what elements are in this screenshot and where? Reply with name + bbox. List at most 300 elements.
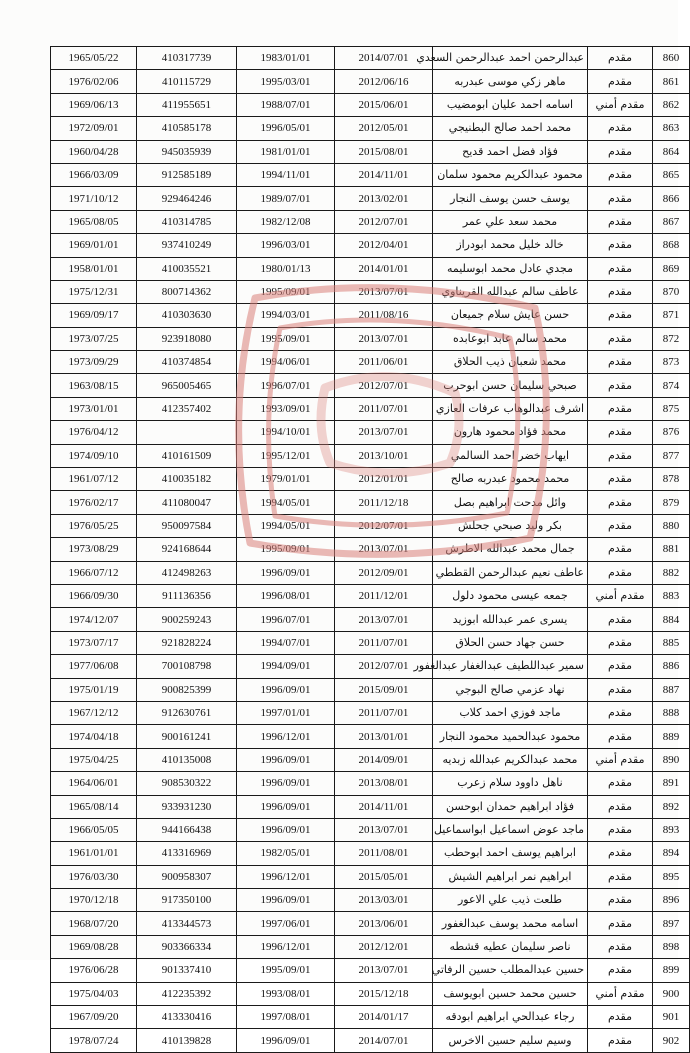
birth-date-cell: 1969/01/01 (51, 234, 137, 257)
rank-cell: مقدم (588, 491, 653, 514)
promotion-date-cell: 2011/08/01 (335, 842, 433, 865)
table-row (51, 351, 690, 374)
table-row (51, 795, 690, 818)
rank-cell: مقدم (588, 561, 653, 584)
row-number: 899 (653, 959, 690, 982)
enlistment-date-cell: 1995/03/01 (237, 70, 335, 93)
promotion-date-cell: 2012/04/01 (335, 234, 433, 257)
birth-date-cell: 1969/06/13 (51, 93, 137, 116)
id-number-cell: 908530322 (137, 772, 237, 795)
name-cell: حسن عايش سلام جميعان (433, 304, 588, 327)
row-number: 875 (653, 397, 690, 420)
promotion-date-cell: 2012/01/01 (335, 468, 433, 491)
name-cell: محمود عبدالحميد محمود النجار (433, 725, 588, 748)
promotion-date-cell: 2013/07/01 (335, 608, 433, 631)
table-row (51, 374, 690, 397)
id-number-cell: 412498263 (137, 561, 237, 584)
birth-date-cell: 1961/01/01 (51, 842, 137, 865)
promotion-date-cell: 2015/05/01 (335, 865, 433, 888)
enlistment-date-cell: 1996/08/01 (237, 584, 335, 607)
row-number: 866 (653, 187, 690, 210)
promotion-date-cell: 2015/09/01 (335, 678, 433, 701)
id-number-cell: 412235392 (137, 982, 237, 1005)
promotion-date-cell: 2013/07/01 (335, 280, 433, 303)
enlistment-date-cell: 1996/05/01 (237, 117, 335, 140)
table-row (51, 444, 690, 467)
birth-date-cell: 1958/01/01 (51, 257, 137, 280)
promotion-date-cell: 2013/08/01 (335, 772, 433, 795)
table-row (51, 959, 690, 982)
id-number-cell: 912630761 (137, 701, 237, 724)
row-number: 861 (653, 70, 690, 93)
id-number-cell: 413316969 (137, 842, 237, 865)
rank-cell: مقدم (588, 70, 653, 93)
rank-cell: مقدم (588, 47, 653, 70)
promotion-date-cell: 2013/07/01 (335, 538, 433, 561)
id-number-cell: 900161241 (137, 725, 237, 748)
table-row (51, 47, 690, 70)
table-row (51, 70, 690, 93)
enlistment-date-cell: 1994/09/01 (237, 655, 335, 678)
birth-date-cell: 1966/05/05 (51, 818, 137, 841)
promotion-date-cell: 2014/09/01 (335, 748, 433, 771)
rank-cell: مقدم (588, 631, 653, 654)
table-row (51, 1006, 690, 1029)
promotion-date-cell: 2013/07/01 (335, 327, 433, 350)
promotion-date-cell: 2011/06/01 (335, 351, 433, 374)
name-cell: محمد سعد علي عمر (433, 210, 588, 233)
promotion-date-cell: 2014/01/01 (335, 257, 433, 280)
enlistment-date-cell: 1995/12/01 (237, 444, 335, 467)
enlistment-date-cell: 1996/09/01 (237, 748, 335, 771)
name-cell: رجاء عبدالحي ابراهيم ابودقه (433, 1006, 588, 1029)
promotion-date-cell: 2011/08/16 (335, 304, 433, 327)
rank-cell: مقدم (588, 912, 653, 935)
promotion-date-cell: 2013/03/01 (335, 889, 433, 912)
name-cell: عاطف نعيم عبدالرحمن القططي (433, 561, 588, 584)
rank-cell: مقدم (588, 304, 653, 327)
table-row (51, 935, 690, 958)
table-row (51, 889, 690, 912)
rank-cell: مقدم (588, 865, 653, 888)
birth-date-cell: 1972/09/01 (51, 117, 137, 140)
promotion-date-cell: 2012/07/01 (335, 655, 433, 678)
enlistment-date-cell: 1993/09/01 (237, 397, 335, 420)
birth-date-cell: 1978/07/24 (51, 1029, 137, 1052)
id-number-cell: 923918080 (137, 327, 237, 350)
id-number-cell: 413330416 (137, 1006, 237, 1029)
birth-date-cell: 1976/02/06 (51, 70, 137, 93)
rank-cell: مقدم (588, 210, 653, 233)
enlistment-date-cell: 1994/07/01 (237, 631, 335, 654)
name-cell: يسرى عمر عبدالله ابوزيد (433, 608, 588, 631)
row-number: 902 (653, 1029, 690, 1052)
name-cell: مجدي عادل محمد ابوسليمه (433, 257, 588, 280)
table-row (51, 163, 690, 186)
enlistment-date-cell: 1996/12/01 (237, 935, 335, 958)
id-number-cell: 924168644 (137, 538, 237, 561)
enlistment-date-cell: 1993/08/01 (237, 982, 335, 1005)
rank-cell: مقدم (588, 187, 653, 210)
promotion-date-cell: 2012/06/16 (335, 70, 433, 93)
rank-cell: مقدم (588, 701, 653, 724)
row-number: 862 (653, 93, 690, 116)
promotion-date-cell: 2013/07/01 (335, 818, 433, 841)
row-number: 881 (653, 538, 690, 561)
birth-date-cell: 1970/12/18 (51, 889, 137, 912)
rank-cell: مقدم (588, 1029, 653, 1052)
enlistment-date-cell: 1996/09/01 (237, 795, 335, 818)
enlistment-date-cell: 1995/09/01 (237, 327, 335, 350)
name-cell: خالد خليل محمد ابودراز (433, 234, 588, 257)
enlistment-date-cell: 1997/08/01 (237, 1006, 335, 1029)
rank-cell: مقدم أمني (588, 982, 653, 1005)
birth-date-cell: 1973/07/17 (51, 631, 137, 654)
table-row (51, 1029, 690, 1052)
name-cell: ناهل داوود سلام زعرب (433, 772, 588, 795)
id-number-cell: 410317739 (137, 47, 237, 70)
name-cell: فؤاد ابراهيم حمدان ابوحسن (433, 795, 588, 818)
id-number-cell: 410161509 (137, 444, 237, 467)
row-number: 889 (653, 725, 690, 748)
enlistment-date-cell: 1997/01/01 (237, 701, 335, 724)
rank-cell: مقدم (588, 397, 653, 420)
name-cell: اسامه احمد عليان ابومضيب (433, 93, 588, 116)
id-number-cell: 412357402 (137, 397, 237, 420)
name-cell: محمد شعبان ذيب الحلاق (433, 351, 588, 374)
name-cell: سمير عبداللطيف عبدالغفار عبدالغفور (433, 655, 588, 678)
row-number: 894 (653, 842, 690, 865)
name-cell: وائل مدحت ابراهيم بصل (433, 491, 588, 514)
birth-date-cell: 1974/04/18 (51, 725, 137, 748)
id-number-cell: 900259243 (137, 608, 237, 631)
id-number-cell: 921828224 (137, 631, 237, 654)
row-number: 886 (653, 655, 690, 678)
row-number: 895 (653, 865, 690, 888)
id-number-cell: 965005465 (137, 374, 237, 397)
id-number-cell: 900825399 (137, 678, 237, 701)
promotion-date-cell: 2014/01/17 (335, 1006, 433, 1029)
row-number: 873 (653, 351, 690, 374)
rank-cell: مقدم أمني (588, 93, 653, 116)
table-row (51, 234, 690, 257)
id-number-cell: 933931230 (137, 795, 237, 818)
rank-cell: مقدم (588, 725, 653, 748)
name-cell: جمال محمد عبدالله الاطرش (433, 538, 588, 561)
id-number-cell: 901337410 (137, 959, 237, 982)
enlistment-date-cell: 1981/01/01 (237, 140, 335, 163)
id-number-cell: 912585189 (137, 163, 237, 186)
table-row (51, 701, 690, 724)
name-cell: محمد محمود عبدربه صالح (433, 468, 588, 491)
promotion-date-cell: 2013/10/01 (335, 444, 433, 467)
birth-date-cell: 1976/03/30 (51, 865, 137, 888)
row-number: 880 (653, 514, 690, 537)
row-number: 890 (653, 748, 690, 771)
promotion-date-cell: 2013/02/01 (335, 187, 433, 210)
birth-date-cell: 1966/07/12 (51, 561, 137, 584)
promotion-date-cell: 2012/12/01 (335, 935, 433, 958)
officers-roster-table (50, 46, 690, 1053)
table-row (51, 865, 690, 888)
rank-cell: مقدم أمني (588, 748, 653, 771)
row-number: 872 (653, 327, 690, 350)
id-number-cell: 410139828 (137, 1029, 237, 1052)
id-number-cell (137, 421, 237, 444)
birth-date-cell: 1974/12/07 (51, 608, 137, 631)
rank-cell: مقدم أمني (588, 584, 653, 607)
table-row (51, 725, 690, 748)
table-row (51, 210, 690, 233)
enlistment-date-cell: 1996/09/01 (237, 561, 335, 584)
promotion-date-cell: 2012/07/01 (335, 210, 433, 233)
birth-date-cell: 1976/05/25 (51, 514, 137, 537)
id-number-cell: 900958307 (137, 865, 237, 888)
enlistment-date-cell: 1994/05/01 (237, 514, 335, 537)
promotion-date-cell: 2012/09/01 (335, 561, 433, 584)
birth-date-cell: 1974/09/10 (51, 444, 137, 467)
table-row (51, 397, 690, 420)
name-cell: ايهاب خضر احمد السالمي (433, 444, 588, 467)
promotion-date-cell: 2015/08/01 (335, 140, 433, 163)
birth-date-cell: 1961/07/12 (51, 468, 137, 491)
rank-cell: مقدم (588, 842, 653, 865)
birth-date-cell: 1967/12/12 (51, 701, 137, 724)
rank-cell: مقدم (588, 280, 653, 303)
table-row (51, 140, 690, 163)
enlistment-date-cell: 1994/05/01 (237, 491, 335, 514)
rank-cell: مقدم (588, 140, 653, 163)
table-row (51, 842, 690, 865)
rank-cell: مقدم (588, 678, 653, 701)
table-row (51, 655, 690, 678)
promotion-date-cell: 2011/07/01 (335, 631, 433, 654)
name-cell: محمد عبدالكريم عبدالله زبديه (433, 748, 588, 771)
birth-date-cell: 1966/03/09 (51, 163, 137, 186)
enlistment-date-cell: 1982/05/01 (237, 842, 335, 865)
promotion-date-cell: 2011/12/01 (335, 584, 433, 607)
table-row (51, 748, 690, 771)
birth-date-cell: 1960/04/28 (51, 140, 137, 163)
enlistment-date-cell: 1996/09/01 (237, 818, 335, 841)
birth-date-cell: 1973/08/29 (51, 538, 137, 561)
birth-date-cell: 1975/01/19 (51, 678, 137, 701)
name-cell: محمد سالم عابد ابوعابده (433, 327, 588, 350)
id-number-cell: 410314785 (137, 210, 237, 233)
table-row (51, 584, 690, 607)
rank-cell: مقدم (588, 959, 653, 982)
table-row (51, 468, 690, 491)
name-cell: ناصر سليمان عطيه قشطه (433, 935, 588, 958)
id-number-cell: 410115729 (137, 70, 237, 93)
table-row (51, 818, 690, 841)
row-number: 898 (653, 935, 690, 958)
row-number: 897 (653, 912, 690, 935)
name-cell: ابراهيم نمر ابراهيم الشيش (433, 865, 588, 888)
rank-cell: مقدم (588, 1006, 653, 1029)
promotion-date-cell: 2014/11/01 (335, 163, 433, 186)
promotion-date-cell: 2013/06/01 (335, 912, 433, 935)
id-number-cell: 950097584 (137, 514, 237, 537)
row-number: 900 (653, 982, 690, 1005)
rank-cell: مقدم (588, 234, 653, 257)
enlistment-date-cell: 1996/12/01 (237, 725, 335, 748)
row-number: 896 (653, 889, 690, 912)
name-cell: طلعت ذيب علي الاعور (433, 889, 588, 912)
id-number-cell: 700108798 (137, 655, 237, 678)
table-row (51, 421, 690, 444)
birth-date-cell: 1968/07/20 (51, 912, 137, 935)
birth-date-cell: 1963/08/15 (51, 374, 137, 397)
promotion-date-cell: 2014/07/01 (335, 1029, 433, 1052)
name-cell: حسن جهاد حسن الحلاق (433, 631, 588, 654)
table-row (51, 327, 690, 350)
enlistment-date-cell: 1995/09/01 (237, 538, 335, 561)
promotion-date-cell: 2015/12/18 (335, 982, 433, 1005)
id-number-cell: 410035521 (137, 257, 237, 280)
birth-date-cell: 1969/09/17 (51, 304, 137, 327)
promotion-date-cell: 2013/01/01 (335, 725, 433, 748)
name-cell: ماجد عوض اسماعيل ابواسماعيل (433, 818, 588, 841)
row-number: 878 (653, 468, 690, 491)
enlistment-date-cell: 1995/09/01 (237, 959, 335, 982)
row-number: 867 (653, 210, 690, 233)
name-cell: محمد احمد صالح البطنيجي (433, 117, 588, 140)
enlistment-date-cell: 1983/01/01 (237, 47, 335, 70)
table-row (51, 608, 690, 631)
id-number-cell: 410585178 (137, 117, 237, 140)
rank-cell: مقدم (588, 514, 653, 537)
row-number: 887 (653, 678, 690, 701)
birth-date-cell: 1973/01/01 (51, 397, 137, 420)
rank-cell: مقدم (588, 374, 653, 397)
name-cell: صبحي سليمان حسن ابوحرب (433, 374, 588, 397)
table-row (51, 304, 690, 327)
row-number: 865 (653, 163, 690, 186)
rank-cell: مقدم (588, 538, 653, 561)
row-number: 863 (653, 117, 690, 140)
id-number-cell: 945035939 (137, 140, 237, 163)
table-row (51, 982, 690, 1005)
rank-cell: مقدم (588, 163, 653, 186)
rank-cell: مقدم (588, 327, 653, 350)
name-cell: ماهر زكي موسى عبدربه (433, 70, 588, 93)
id-number-cell: 411955651 (137, 93, 237, 116)
name-cell: اشرف عبدالوهاب عرفات العازي (433, 397, 588, 420)
table-row (51, 538, 690, 561)
id-number-cell: 410374854 (137, 351, 237, 374)
name-cell: نهاد عزمي صالح البوجي (433, 678, 588, 701)
birth-date-cell: 1965/08/14 (51, 795, 137, 818)
promotion-date-cell: 2011/12/18 (335, 491, 433, 514)
rank-cell: مقدم (588, 421, 653, 444)
rank-cell: مقدم (588, 257, 653, 280)
birth-date-cell: 1976/04/12 (51, 421, 137, 444)
name-cell: محمد فؤاد محمود هارون (433, 421, 588, 444)
row-number: 883 (653, 584, 690, 607)
table-row (51, 678, 690, 701)
promotion-date-cell: 2013/07/01 (335, 421, 433, 444)
name-cell: بكر وليد صبحي جحلش (433, 514, 588, 537)
enlistment-date-cell: 1996/07/01 (237, 374, 335, 397)
row-number: 901 (653, 1006, 690, 1029)
name-cell: يوسف حسن يوسف النجار (433, 187, 588, 210)
name-cell: جمعه عيسى محمود دلول (433, 584, 588, 607)
enlistment-date-cell: 1996/03/01 (237, 234, 335, 257)
birth-date-cell: 1969/08/28 (51, 935, 137, 958)
id-number-cell: 911136356 (137, 584, 237, 607)
row-number: 892 (653, 795, 690, 818)
promotion-date-cell: 2012/07/01 (335, 374, 433, 397)
row-number: 874 (653, 374, 690, 397)
name-cell: حسين عبدالمطلب حسين الرفاتي (433, 959, 588, 982)
birth-date-cell: 1973/07/25 (51, 327, 137, 350)
id-number-cell: 413344573 (137, 912, 237, 935)
enlistment-date-cell: 1996/07/01 (237, 608, 335, 631)
name-cell: حسين محمد حسين ابويوسف (433, 982, 588, 1005)
table-row (51, 491, 690, 514)
birth-date-cell: 1975/12/31 (51, 280, 137, 303)
birth-date-cell: 1976/06/28 (51, 959, 137, 982)
row-number: 891 (653, 772, 690, 795)
row-number: 871 (653, 304, 690, 327)
enlistment-date-cell: 1994/06/01 (237, 351, 335, 374)
rank-cell: مقدم (588, 351, 653, 374)
table-row (51, 257, 690, 280)
birth-date-cell: 1975/04/03 (51, 982, 137, 1005)
row-number: 876 (653, 421, 690, 444)
name-cell: محمود عبدالكريم محمود سلمان (433, 163, 588, 186)
row-number: 868 (653, 234, 690, 257)
enlistment-date-cell: 1994/11/01 (237, 163, 335, 186)
birth-date-cell: 1965/05/22 (51, 47, 137, 70)
rank-cell: مقدم (588, 444, 653, 467)
name-cell: فؤاد فضل احمد قديح (433, 140, 588, 163)
birth-date-cell: 1977/06/08 (51, 655, 137, 678)
table-row (51, 772, 690, 795)
enlistment-date-cell: 1982/12/08 (237, 210, 335, 233)
table-row (51, 280, 690, 303)
name-cell: ماجد فوزي احمد كلاب (433, 701, 588, 724)
rank-cell: مقدم (588, 608, 653, 631)
table-row (51, 187, 690, 210)
birth-date-cell: 1965/08/05 (51, 210, 137, 233)
promotion-date-cell: 2011/07/01 (335, 397, 433, 420)
enlistment-date-cell: 1996/09/01 (237, 1029, 335, 1052)
id-number-cell: 903366334 (137, 935, 237, 958)
row-number: 885 (653, 631, 690, 654)
enlistment-date-cell: 1997/06/01 (237, 912, 335, 935)
birth-date-cell: 1973/09/29 (51, 351, 137, 374)
promotion-date-cell: 2012/07/01 (335, 514, 433, 537)
table-row (51, 514, 690, 537)
name-cell: وسيم سليم حسين الاخرس (433, 1029, 588, 1052)
enlistment-date-cell: 1979/01/01 (237, 468, 335, 491)
birth-date-cell: 1975/04/25 (51, 748, 137, 771)
rank-cell: مقدم (588, 468, 653, 491)
id-number-cell: 410035182 (137, 468, 237, 491)
enlistment-date-cell: 1994/03/01 (237, 304, 335, 327)
id-number-cell: 410303630 (137, 304, 237, 327)
enlistment-date-cell: 1996/12/01 (237, 865, 335, 888)
enlistment-date-cell: 1996/09/01 (237, 678, 335, 701)
row-number: 884 (653, 608, 690, 631)
name-cell: ابراهيم يوسف احمد ابوحطب (433, 842, 588, 865)
name-cell: عاطف سالم عبدالله القريناوي (433, 280, 588, 303)
row-number: 879 (653, 491, 690, 514)
row-number: 864 (653, 140, 690, 163)
enlistment-date-cell: 1996/09/01 (237, 772, 335, 795)
